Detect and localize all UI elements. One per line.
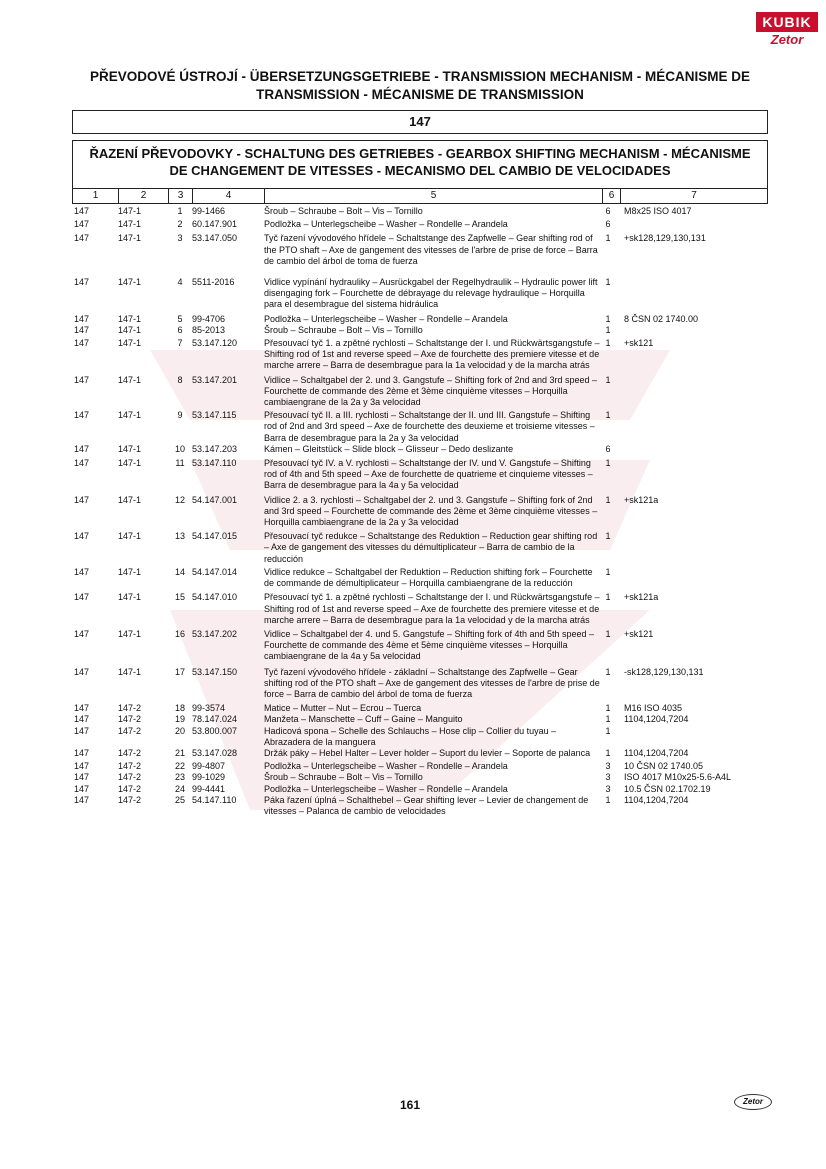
col-note: 10.5 ČSN 02.1702.19 <box>624 783 711 794</box>
col-description: Podložka – Unterlegscheibe – Washer – Rondelle – Arandela <box>264 761 508 772</box>
col-group: 147 <box>74 761 90 772</box>
col-part-number: 54.147.110 <box>192 794 237 805</box>
col-part-number: 99-1029 <box>192 772 226 783</box>
section-title-line2: DE CHANGEMENT DE VITESSES - MECANISMO DEL CAMBIO DE VELOCIDADES <box>169 163 671 178</box>
col-description: Přesouvací tyč 1. a zpětné rychlosti – Schaltstange der I. und Rückwärtsgangstufe – Shifting rod of 1st and reverse speed – Axe de fourchette des premiere vitesse et de marche arrere – Barra de desembrague para la 1a velocidad y de la marcha atrás <box>264 338 600 371</box>
col-quantity: 1 <box>605 714 611 725</box>
col-part-number: 99-4706 <box>192 313 226 324</box>
group-number-box: 147 <box>72 110 768 134</box>
col-subgroup: 147-2 <box>118 747 142 758</box>
col-position: 17 <box>174 666 185 677</box>
table-row <box>74 784 774 795</box>
col-group: 147 <box>74 531 90 542</box>
col-subgroup: 147-1 <box>118 277 142 288</box>
col-note: +sk121 <box>624 628 654 639</box>
col-note <box>616 567 774 589</box>
table-row <box>74 567 774 589</box>
col-part-number: 53.147.028 <box>192 747 238 758</box>
col-description: Držák páky – Hebel Halter – Lever holder – Suport du levier – Soporte de palanca <box>264 747 591 758</box>
col-description: Šroub – Schraube – Bolt – Vis – Tornillo <box>264 206 423 216</box>
col-note: 10 ČSN 02 1740.05 <box>624 761 704 772</box>
col-part-number: 54.147.014 <box>192 566 238 577</box>
table-row <box>74 206 774 217</box>
col-subgroup: 147-1 <box>118 374 142 385</box>
col-description: Vidlice 2. a 3. rychlosti – Schaltgabel der 2. und 3. Gangstufe – Shifting fork of 2nd and 3rd speed – Fourchette de commande des 2ème et 3ème cinquième vitesses – Horquilla cambiaengrane de la 2a y 3a velocidad <box>264 494 598 528</box>
footer-zetor-logo: Zetor <box>734 1094 772 1110</box>
col-description: Šroub – Schraube – Bolt – Vis – Tornillo <box>264 324 423 335</box>
col-position: 7 <box>177 338 183 349</box>
col-position: 1 <box>177 206 183 216</box>
col-subgroup: 147-1 <box>118 324 142 335</box>
table-row <box>74 233 774 267</box>
col-position: 15 <box>174 592 185 603</box>
col-description: Podložka – Unterlegscheibe – Washer – Rondelle – Arandela <box>264 219 508 230</box>
col-description: Páka řazení úplná – Schalthebel – Gear shifting lever – Levier de changement de vitesses – Palanca de cambio de velocidades <box>264 794 589 816</box>
table-row <box>74 795 774 817</box>
col-quantity: 1 <box>605 747 611 758</box>
col-subgroup: 147-1 <box>118 219 142 230</box>
col-position: 4 <box>177 277 183 288</box>
col-part-number: 53.800.007 <box>192 725 238 736</box>
col-part-number: 53.147.120 <box>192 338 238 349</box>
col-position: 8 <box>177 374 183 385</box>
column-header-4: 4 <box>193 189 265 203</box>
table-row <box>74 592 774 626</box>
col-part-number: 99-3574 <box>192 703 226 714</box>
table-row <box>74 703 774 714</box>
col-description: Vidlice redukce – Schaltgabel der Reduktion – Reduction shifting fork – Fourchette de commande de démultiplicateur – Horquilla cambiaengrane de la reducción <box>264 566 593 589</box>
col-subgroup: 147-1 <box>118 313 142 324</box>
col-position: 11 <box>175 458 185 469</box>
logo-zetor-text: Zetor <box>770 32 804 47</box>
col-position: 18 <box>174 703 185 714</box>
col-part-number: 54.147.015 <box>192 531 238 542</box>
col-part-number: 99-4441 <box>192 783 226 794</box>
table-row <box>74 667 774 701</box>
col-part-number: 60.147.901 <box>192 219 238 230</box>
table-row <box>74 772 774 783</box>
col-position: 9 <box>177 410 183 421</box>
table-row <box>74 277 774 311</box>
col-description: Tyč řazení vývodového hřídele - základní – Schaltstange des Zapfwelle – Gear shifting rod of the PTO shaft – Axe de gangement des vitesses de l'arbre de prise de force – Barra de cambio del árbol de toma de fuerza <box>264 666 600 699</box>
col-quantity: 6 <box>605 219 611 230</box>
col-note <box>616 219 774 230</box>
col-description: Vidlice vypínání hydrauliky – Ausrückgabel der Regelhydraulik – Hydraulic power lift disengaging fork – Fourchette de débrayage du relevage hydraulique – Horquilla para el desembrague del sistema hidráulica <box>264 277 598 310</box>
col-position: 3 <box>177 233 183 244</box>
col-part-number: 53.147.115 <box>192 410 237 421</box>
col-note: +sk121a <box>624 494 659 505</box>
col-subgroup: 147-1 <box>118 628 142 639</box>
col-group: 147 <box>74 233 90 244</box>
col-note: -sk128,129,130,131 <box>624 666 704 677</box>
col-note: ISO 4017 M10x25-5.6-A4L <box>624 772 732 783</box>
col-position: 14 <box>174 566 185 577</box>
col-description: Hadicová spona – Schelle des Schlauchs – Hose clip – Collier du tuyau – Abrazadera de la manguera <box>264 725 557 747</box>
column-header-row <box>72 188 768 204</box>
kubik-zetor-logo <box>756 12 818 64</box>
col-group: 147 <box>74 628 90 639</box>
col-subgroup: 147-1 <box>118 458 142 469</box>
col-note: +sk128,129,130,131 <box>624 233 706 244</box>
col-subgroup: 147-1 <box>118 592 142 603</box>
col-subgroup: 147-2 <box>118 725 142 736</box>
col-description: Přesouvací tyč IV. a V. rychlosti – Schaltstange der IV. und V. Gangstufe – Shifting rod of 4th and 5th speed – Axe de fourchette de quatrieme et cinquieme vitesses – Barra de desembrague para la 4a y 5a velocidad <box>264 458 593 491</box>
col-quantity: 1 <box>605 374 611 385</box>
col-part-number: 99-4807 <box>192 761 226 772</box>
col-subgroup: 147-2 <box>118 703 142 714</box>
col-quantity: 6 <box>605 206 611 216</box>
col-subgroup: 147-1 <box>118 338 142 349</box>
col-description: Vidlice – Schaltgabel der 4. und 5. Gangstufe – Shifting fork of 4th and 5th speed – Fourchette de commande des 4ème et 5ème cinquième vitesses – Horquilla cambiaengrane de la 4a y 5a velocidad <box>264 628 595 662</box>
col-note: M8x25 ISO 4017 <box>624 206 692 216</box>
col-quantity: 1 <box>605 410 611 421</box>
col-note: 1104,1204,7204 <box>624 794 689 805</box>
col-part-number: 54.147.010 <box>192 592 238 603</box>
col-description: Podložka – Unterlegscheibe – Washer – Rondelle – Arandela <box>264 783 508 794</box>
col-quantity: 1 <box>605 725 611 736</box>
logo-kubik-text: KUBIK <box>756 12 818 32</box>
col-subgroup: 147-2 <box>118 772 142 783</box>
col-quantity: 1 <box>605 666 611 677</box>
col-quantity: 1 <box>605 592 611 603</box>
table-row <box>74 531 774 565</box>
col-description: Matice – Mutter – Nut – Ecrou – Tuerca <box>264 703 422 714</box>
col-group: 147 <box>74 566 90 577</box>
column-header-5: 5 <box>265 189 603 203</box>
col-group: 147 <box>74 410 90 421</box>
col-group: 147 <box>74 313 90 324</box>
page-title-line1: PŘEVODOVÉ ÚSTROJÍ - ÜBERSETZUNGSGETRIEBE - TRANSMISSION MECHANISM - MÉCANISME DE <box>89 69 751 84</box>
table-row <box>74 314 774 325</box>
table-row <box>74 726 774 748</box>
col-subgroup: 147-1 <box>118 531 142 542</box>
col-subgroup: 147-1 <box>118 443 142 454</box>
col-group: 147 <box>74 725 90 736</box>
page-title <box>60 68 780 104</box>
col-position: 16 <box>174 628 185 639</box>
col-part-number: 53.147.202 <box>192 628 238 639</box>
col-quantity: 6 <box>605 443 611 454</box>
col-subgroup: 147-2 <box>118 714 142 725</box>
col-group: 147 <box>74 206 90 216</box>
col-group: 147 <box>74 277 90 288</box>
col-quantity: 3 <box>605 772 611 783</box>
col-part-number: 78.147.024 <box>192 714 238 725</box>
col-position: 21 <box>174 747 185 758</box>
col-note: 8 ČSN 02 1740.00 <box>624 313 699 324</box>
col-group: 147 <box>74 324 90 335</box>
column-header-2: 2 <box>119 189 169 203</box>
col-part-number: 53.147.050 <box>192 233 238 244</box>
col-group: 147 <box>74 219 90 230</box>
col-subgroup: 147-1 <box>118 666 142 677</box>
col-position: 25 <box>174 794 185 805</box>
col-description: Šroub – Schraube – Bolt – Vis – Tornillo <box>264 772 423 783</box>
col-subgroup: 147-1 <box>118 206 142 216</box>
col-position: 12 <box>174 494 185 505</box>
col-position: 19 <box>174 714 185 725</box>
col-group: 147 <box>74 783 90 794</box>
col-part-number: 99-1466 <box>192 206 226 216</box>
col-part-number: 53.147.201 <box>192 374 238 385</box>
col-part-number: 85-2013 <box>192 324 226 335</box>
col-subgroup: 147-2 <box>118 794 142 805</box>
table-row <box>74 629 774 663</box>
col-description: Podložka – Unterlegscheibe – Washer – Rondelle – Arandela <box>264 313 508 324</box>
col-quantity: 1 <box>605 628 611 639</box>
table-row <box>74 761 774 772</box>
col-subgroup: 147-2 <box>118 783 142 794</box>
col-group: 147 <box>74 494 90 505</box>
col-quantity: 1 <box>605 313 611 324</box>
col-quantity: 1 <box>605 233 611 244</box>
col-subgroup: 147-2 <box>118 761 142 772</box>
table-row <box>74 375 774 409</box>
col-position: 6 <box>177 324 183 335</box>
col-group: 147 <box>74 714 90 725</box>
col-note: +sk121a <box>624 592 659 603</box>
col-subgroup: 147-1 <box>118 494 142 505</box>
col-position: 20 <box>174 725 185 736</box>
col-note <box>616 410 774 444</box>
col-quantity: 1 <box>605 494 611 505</box>
section-title-line1: ŘAZENÍ PŘEVODOVKY - SCHALTUNG DES GETRIEBES - GEARBOX SHIFTING MECHANISM - MÉCANISME <box>89 146 751 161</box>
column-header-7: 7 <box>691 190 697 201</box>
col-note <box>616 375 774 409</box>
col-group: 147 <box>74 458 90 469</box>
section-title-box <box>72 140 768 188</box>
col-position: 13 <box>174 531 185 542</box>
page-number: 161 <box>400 1098 421 1112</box>
table-row <box>74 219 774 230</box>
col-position: 5 <box>177 313 183 324</box>
page-title-line2: TRANSMISSION - MÉCANISME DE TRANSMISSION <box>256 87 584 102</box>
col-note <box>616 325 774 336</box>
col-note <box>616 458 774 492</box>
col-group: 147 <box>74 772 90 783</box>
table-row <box>74 714 774 725</box>
col-position: 10 <box>174 443 185 454</box>
col-quantity: 1 <box>605 794 611 805</box>
col-quantity: 1 <box>605 324 611 335</box>
col-subgroup: 147-1 <box>118 566 142 577</box>
col-description: Vidlice – Schaltgabel der 2. und 3. Gangstufe – Shifting fork of 2nd and 3rd speed – Fourchette de commande des 2ème et 3ème cinquième vitesses – Horquilla cambiaengrane de la 2a y 3a velocidad <box>264 374 598 408</box>
column-header-6: 6 <box>603 189 621 203</box>
col-note: M16 ISO 4035 <box>624 703 683 714</box>
col-description: Přesouvací tyč II. a III. rychlosti – Schaltstange der II. und III. Gangstufe – Shifting rod of 2nd and 3rd speed – Axe de fourchette des deuxieme et troisieme vitesses – Barra de desembrague para la 2a y 3a velocidad <box>264 410 595 443</box>
table-row <box>74 748 774 759</box>
col-note: 1104,1204,7204 <box>624 714 689 725</box>
col-note <box>616 444 774 455</box>
col-quantity: 1 <box>605 277 611 288</box>
col-quantity: 3 <box>605 761 611 772</box>
col-note: 1104,1204,7204 <box>624 747 689 758</box>
col-part-number: 53.147.150 <box>192 666 238 677</box>
col-part-number: 5511-2016 <box>192 277 235 288</box>
col-quantity: 1 <box>605 458 611 469</box>
col-description: Tyč řazení vývodového hřídele – Schaltstange des Zapfwelle – Gear shifting rod of the PTO shaft – Axe de gangement des vitesses de l'arbre de prise de force – Barra de cambio del árbol de toma de fuerza <box>264 233 598 266</box>
col-group: 147 <box>74 592 90 603</box>
col-position: 22 <box>174 761 185 772</box>
column-header-1: 1 <box>73 189 119 203</box>
col-group: 147 <box>74 374 90 385</box>
col-note: +sk121 <box>624 338 654 349</box>
col-quantity: 1 <box>605 338 611 349</box>
table-row <box>74 410 774 444</box>
col-quantity: 3 <box>605 783 611 794</box>
col-note <box>616 726 774 748</box>
col-quantity: 1 <box>605 566 611 577</box>
col-quantity: 1 <box>605 703 611 714</box>
col-position: 2 <box>177 219 183 230</box>
col-part-number: 53.147.203 <box>192 443 238 454</box>
table-row <box>74 338 774 372</box>
col-description: Manžeta – Manschette – Cuff – Gaine – Manguito <box>264 714 463 725</box>
table-row <box>74 325 774 336</box>
col-part-number: 53.147.110 <box>192 458 237 469</box>
col-group: 147 <box>74 794 90 805</box>
column-header-3: 3 <box>169 189 193 203</box>
col-quantity: 1 <box>605 531 611 542</box>
col-group: 147 <box>74 747 90 758</box>
col-part-number: 54.147.001 <box>192 494 238 505</box>
table-row <box>74 458 774 492</box>
table-row <box>74 444 774 455</box>
col-position: 24 <box>174 783 185 794</box>
col-group: 147 <box>74 443 90 454</box>
col-description: Kámen – Gleitstück – Slide block – Glisseur – Dedo deslizante <box>264 443 514 454</box>
parts-table <box>74 206 774 817</box>
col-position: 23 <box>174 772 185 783</box>
col-group: 147 <box>74 703 90 714</box>
col-description: Přesouvací tyč redukce – Schaltstange des Reduktion – Reduction gear shifting rod – Axe de gangement des vitesses du démultiplicateur – Barra de cambio de la reducción <box>264 531 598 564</box>
col-subgroup: 147-1 <box>118 233 142 244</box>
table-row <box>74 495 774 529</box>
col-group: 147 <box>74 666 90 677</box>
col-note <box>616 531 774 565</box>
col-description: Přesouvací tyč 1. a zpětné rychlosti – Schaltstange der I. und Rückwärtsgangstufe – Shifting rod of 1st and reverse speed – Axe de fourchette des premiere vitesse et de marche arrere – Barra de desembrague para la 1a velocidad y de la marcha atrás <box>264 592 600 625</box>
col-note <box>616 277 774 311</box>
col-subgroup: 147-1 <box>118 410 142 421</box>
col-group: 147 <box>74 338 90 349</box>
